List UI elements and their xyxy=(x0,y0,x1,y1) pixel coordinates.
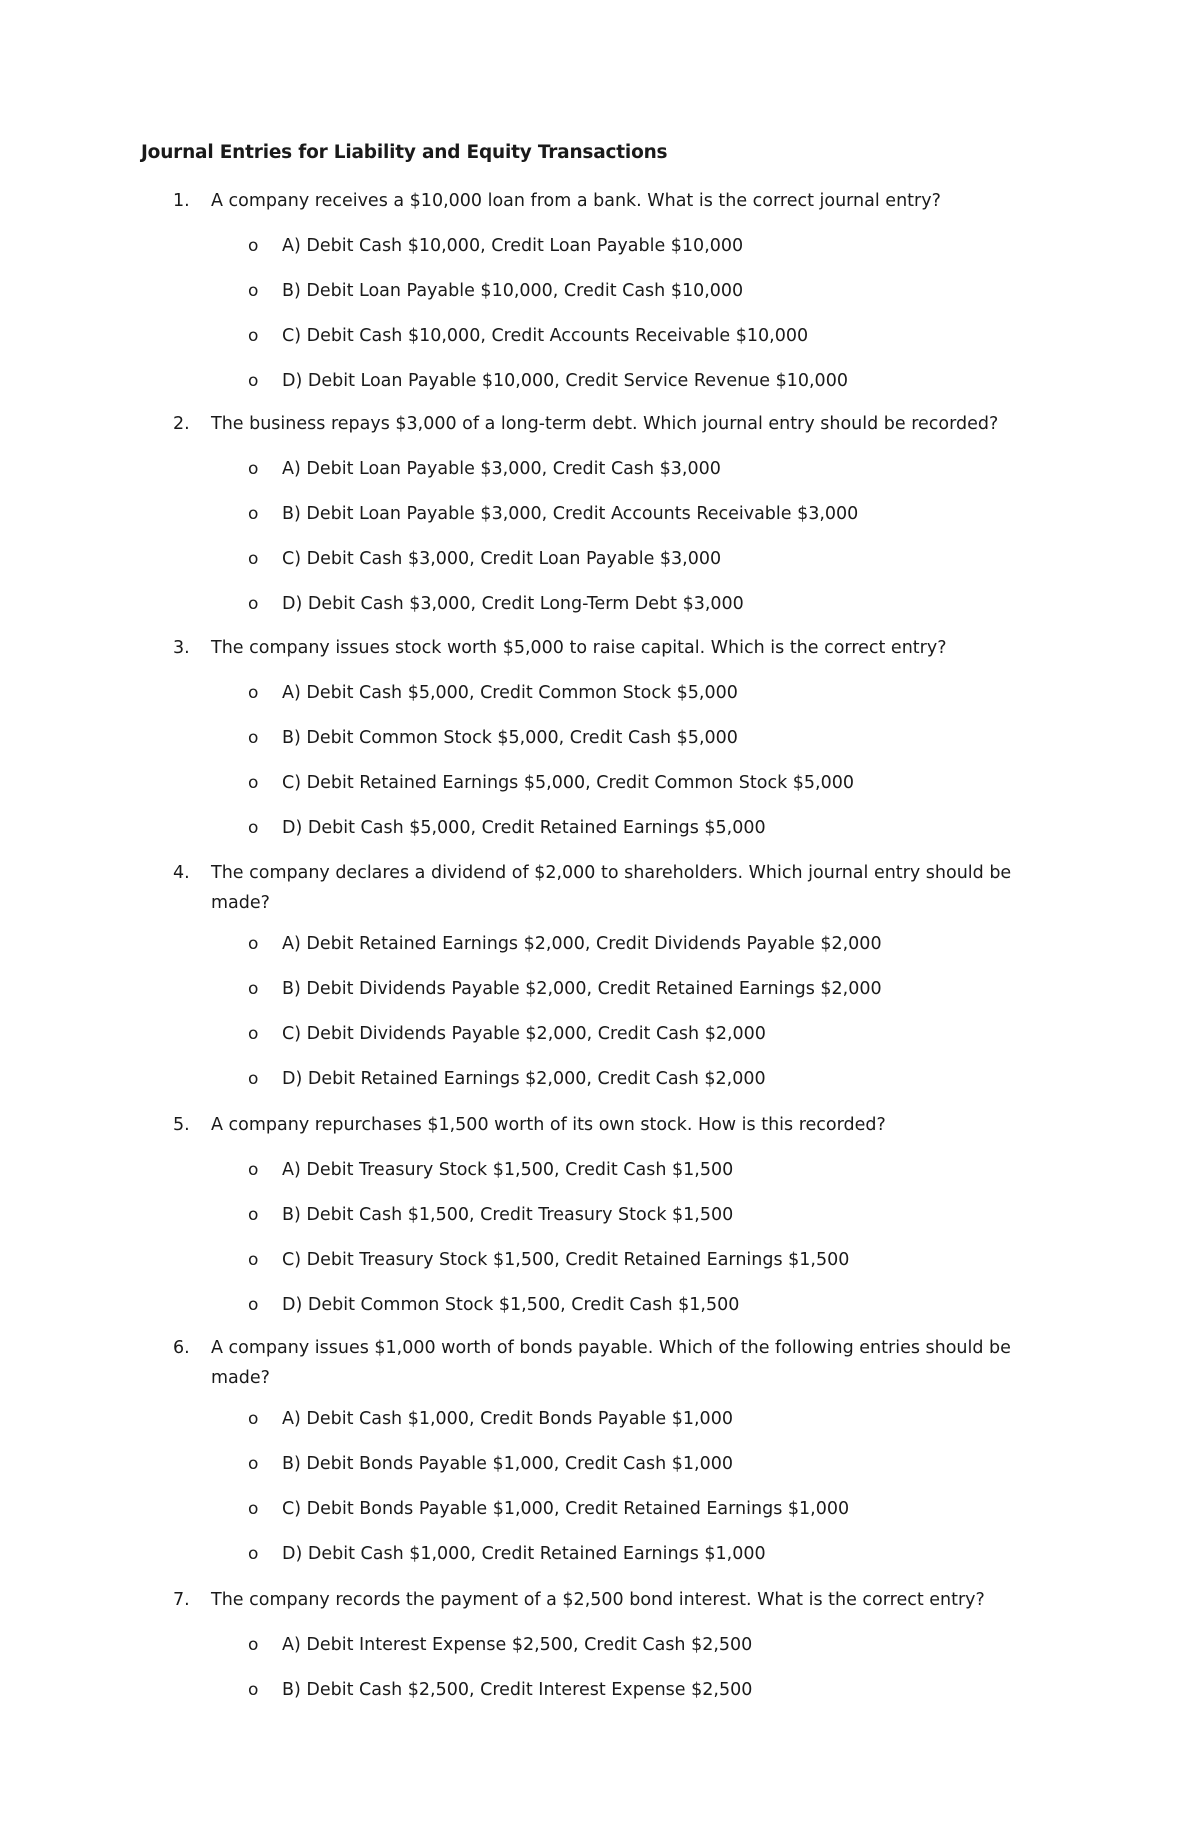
answer-option-text: D) Debit Retained Earnings $2,000, Credit Cash $2,000 xyxy=(282,1069,766,1089)
answer-option-text: C) Debit Cash $10,000, Credit Accounts Receivable $10,000 xyxy=(282,326,809,346)
circle-bullet-icon: o xyxy=(248,1295,259,1315)
question-number: 7. xyxy=(173,1590,190,1610)
answer-option-text: A) Debit Cash $5,000, Credit Common Stock $5,000 xyxy=(282,683,738,703)
answer-option-text: D) Debit Cash $5,000, Credit Retained Earnings $5,000 xyxy=(282,818,766,838)
question-text: The company issues stock worth $5,000 to raise capital. Which is the correct entry? xyxy=(211,638,947,658)
circle-bullet-icon: o xyxy=(248,1250,259,1270)
answer-option xyxy=(0,458,1200,482)
answer-option xyxy=(0,978,1200,1002)
circle-bullet-icon: o xyxy=(248,1544,259,1564)
circle-bullet-icon: o xyxy=(248,934,259,954)
answer-option-text: B) Debit Loan Payable $10,000, Credit Cash $10,000 xyxy=(282,281,744,301)
answer-option xyxy=(0,593,1200,617)
circle-bullet-icon: o xyxy=(248,326,259,346)
answer-option-text: B) Debit Common Stock $5,000, Credit Cash $5,000 xyxy=(282,728,738,748)
question-text: The company declares a dividend of $2,000 to shareholders. Which journal entry should be made? xyxy=(211,863,1012,913)
answer-option-text: D) Debit Loan Payable $10,000, Credit Service Revenue $10,000 xyxy=(282,371,848,391)
answer-option xyxy=(0,1159,1200,1183)
circle-bullet-icon: o xyxy=(248,549,259,569)
answer-option-text: C) Debit Bonds Payable $1,000, Credit Retained Earnings $1,000 xyxy=(282,1499,850,1519)
circle-bullet-icon: o xyxy=(248,1024,259,1044)
answer-option xyxy=(0,1023,1200,1047)
answer-option-text: A) Debit Loan Payable $3,000, Credit Cash $3,000 xyxy=(282,459,721,479)
answer-option xyxy=(0,548,1200,572)
answer-option-text: B) Debit Dividends Payable $2,000, Credit Retained Earnings $2,000 xyxy=(282,979,882,999)
answer-option-text: C) Debit Retained Earnings $5,000, Credit Common Stock $5,000 xyxy=(282,773,855,793)
answer-option xyxy=(0,1679,1200,1703)
circle-bullet-icon: o xyxy=(248,728,259,748)
answer-option xyxy=(0,280,1200,304)
answer-option-text: A) Debit Interest Expense $2,500, Credit Cash $2,500 xyxy=(282,1635,753,1655)
circle-bullet-icon: o xyxy=(248,1680,259,1700)
question-number: 5. xyxy=(173,1115,190,1135)
answer-option-text: B) Debit Cash $1,500, Credit Treasury Stock $1,500 xyxy=(282,1205,734,1225)
answer-option xyxy=(0,1408,1200,1432)
question-number: 3. xyxy=(173,638,190,658)
circle-bullet-icon: o xyxy=(248,594,259,614)
answer-option xyxy=(0,1498,1200,1522)
answer-option-text: D) Debit Common Stock $1,500, Credit Cash $1,500 xyxy=(282,1295,740,1315)
answer-option-text: B) Debit Loan Payable $3,000, Credit Accounts Receivable $3,000 xyxy=(282,504,859,524)
circle-bullet-icon: o xyxy=(248,1069,259,1089)
answer-option xyxy=(0,1453,1200,1477)
circle-bullet-icon: o xyxy=(248,459,259,479)
answer-option-text: D) Debit Cash $1,000, Credit Retained Earnings $1,000 xyxy=(282,1544,766,1564)
answer-option xyxy=(0,325,1200,349)
answer-option xyxy=(0,1634,1200,1658)
answer-option-text: A) Debit Treasury Stock $1,500, Credit Cash $1,500 xyxy=(282,1160,734,1180)
answer-option xyxy=(0,1543,1200,1567)
question-text: The company records the payment of a $2,500 bond interest. What is the correct entry? xyxy=(211,1590,985,1610)
question-text: The business repays $3,000 of a long-term debt. Which journal entry should be recorded? xyxy=(211,414,999,434)
answer-option-text: B) Debit Bonds Payable $1,000, Credit Cash $1,000 xyxy=(282,1454,733,1474)
answer-option xyxy=(0,933,1200,957)
answer-option-text: C) Debit Dividends Payable $2,000, Credit Cash $2,000 xyxy=(282,1024,766,1044)
answer-option-text: A) Debit Cash $10,000, Credit Loan Payable $10,000 xyxy=(282,236,744,256)
answer-option xyxy=(0,1294,1200,1318)
circle-bullet-icon: o xyxy=(248,1205,259,1225)
answer-option-text: C) Debit Cash $3,000, Credit Loan Payable $3,000 xyxy=(282,549,722,569)
circle-bullet-icon: o xyxy=(248,504,259,524)
answer-option-text: A) Debit Cash $1,000, Credit Bonds Payable $1,000 xyxy=(282,1409,733,1429)
circle-bullet-icon: o xyxy=(248,818,259,838)
question-number: 6. xyxy=(173,1338,190,1358)
circle-bullet-icon: o xyxy=(248,281,259,301)
circle-bullet-icon: o xyxy=(248,683,259,703)
document-title: Journal Entries for Liability and Equity Transactions xyxy=(141,142,668,163)
answer-option-text: B) Debit Cash $2,500, Credit Interest Expense $2,500 xyxy=(282,1680,753,1700)
circle-bullet-icon: o xyxy=(248,773,259,793)
answer-option xyxy=(0,817,1200,841)
answer-option xyxy=(0,772,1200,796)
answer-option-text: C) Debit Treasury Stock $1,500, Credit Retained Earnings $1,500 xyxy=(282,1250,850,1270)
answer-option xyxy=(0,1249,1200,1273)
answer-option xyxy=(0,1068,1200,1092)
circle-bullet-icon: o xyxy=(248,236,259,256)
answer-option xyxy=(0,235,1200,259)
circle-bullet-icon: o xyxy=(248,1454,259,1474)
answer-option-text: A) Debit Retained Earnings $2,000, Credit Dividends Payable $2,000 xyxy=(282,934,882,954)
circle-bullet-icon: o xyxy=(248,979,259,999)
circle-bullet-icon: o xyxy=(248,371,259,391)
question-text: A company receives a $10,000 loan from a bank. What is the correct journal entry? xyxy=(211,191,941,211)
question-number: 2. xyxy=(173,414,190,434)
answer-option xyxy=(0,682,1200,706)
question-number: 4. xyxy=(173,863,190,883)
answer-option-text: D) Debit Cash $3,000, Credit Long-Term Debt $3,000 xyxy=(282,594,744,614)
circle-bullet-icon: o xyxy=(248,1499,259,1519)
circle-bullet-icon: o xyxy=(248,1635,259,1655)
circle-bullet-icon: o xyxy=(248,1409,259,1429)
answer-option xyxy=(0,1204,1200,1228)
answer-option xyxy=(0,503,1200,527)
circle-bullet-icon: o xyxy=(248,1160,259,1180)
question-text: A company repurchases $1,500 worth of its own stock. How is this recorded? xyxy=(211,1115,886,1135)
answer-option xyxy=(0,727,1200,751)
question-number: 1. xyxy=(173,191,190,211)
answer-option xyxy=(0,370,1200,394)
question-text: A company issues $1,000 worth of bonds payable. Which of the following entries should be made? xyxy=(211,1338,1011,1388)
